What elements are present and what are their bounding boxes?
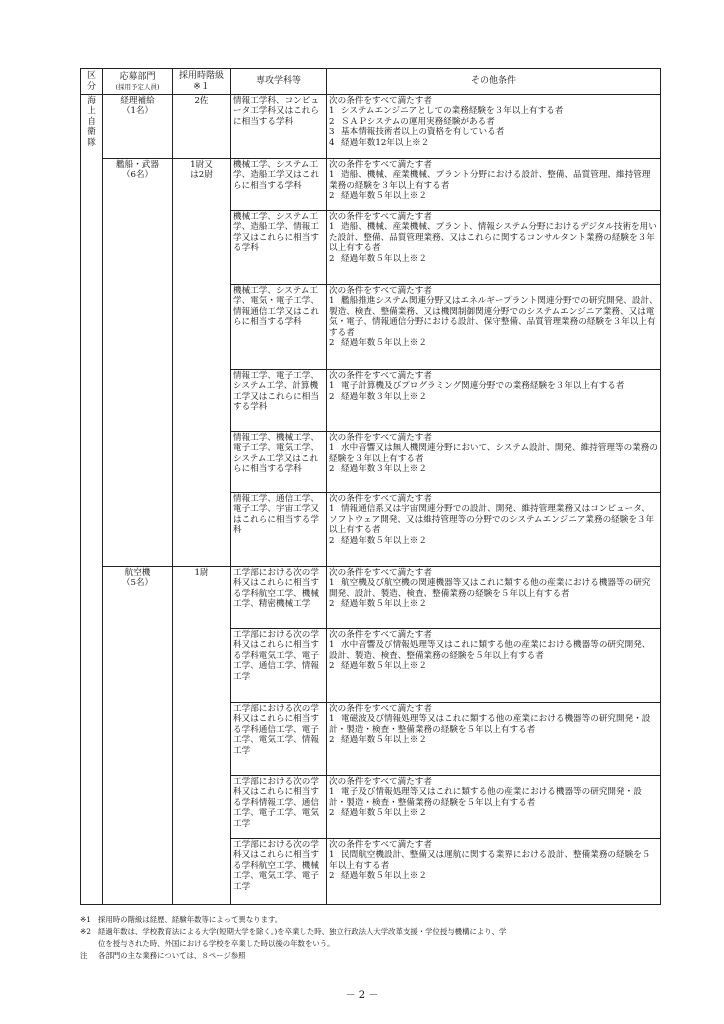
condition-line [329,704,658,714]
footnote-mark: 注 [80,951,88,960]
condition-line [329,661,658,671]
condition-text: 造船、機械、産業機械、プラント分野における設計、整備、品質管理、維持管理業務の経験を３年以上有する者 [329,170,651,191]
condition-line [329,787,658,808]
condition-line [329,840,658,850]
cond-cell [327,493,661,567]
condition-number: 1 [329,222,335,233]
dept-kansen-count: （6名） [121,170,154,181]
condition-text: 基本情報技術者以上の資格を有している者 [341,127,505,138]
cond-cell [327,567,661,629]
condition-line [329,599,658,609]
condition-number: 2 [329,338,335,349]
table-row [81,95,661,159]
condition-line [329,871,658,881]
condition-text: 次の条件をすべて満たす者 [329,96,432,106]
major-cell: 工学部における次の学科又はこれらに相当する学科電気工学、電子工学、通信工学、情報工学 [231,629,327,703]
cond-cell [327,703,661,776]
condition-line [329,96,658,106]
condition-text: 水中音響及び情報処理等又はこれに類する他の産業における機器等の研究開発、設計、製造、検査、整備業務の経験を５年以上有する者 [329,640,651,661]
footnote-text: 採用時の階級は経歴、経験年数等によって異なります。 [98,915,283,924]
condition-text: 経過年数５年以上※２ [341,535,427,546]
condition-number: 2 [329,661,335,672]
dept-kokuki [103,567,173,905]
condition-number: 2 [329,464,335,475]
dept-kansen [103,159,173,567]
condition-line [329,464,658,474]
cond-cell [327,839,661,905]
condition-line [329,568,658,578]
header-rank-sub: ※１ [193,81,210,92]
major-cell: 工学部における次の学科又はこれらに相当する学科情報工学、通信工学、電子工学、電気工学 [231,776,327,839]
dept-kokuki-name: 航空機 [124,568,151,578]
condition-text: 次の条件をすべて満たす者 [329,568,432,578]
condition-number: 1 [329,850,335,861]
cond-cell [327,629,661,703]
recruitment-conditions-table [80,68,661,905]
condition-line [329,117,658,127]
condition-number: 1 [329,170,335,181]
cond-cell [327,211,661,285]
major-cell: 情報工学、機械工学、電子工学、電気工学、システム工学又はこれらに相当する学科 [231,432,327,493]
major-cell: 機械工学、システム工学、電気・電子工学、情報通信工学又はこれらに相当する学科 [231,285,327,370]
condition-text: 経過年数12年以上※２ [341,137,430,148]
condition-number: 2 [329,808,335,819]
condition-text: 次の条件をすべて満たす者 [329,212,432,222]
condition-text: 次の条件をすべて満たす者 [329,704,432,714]
kubun-value: 海上自衛隊 [87,96,96,148]
condition-number: 1 [329,578,335,589]
table-row [81,159,661,211]
condition-text: 経過年数５年以上※２ [341,253,427,264]
header-major: 専攻学科等 [231,69,327,95]
condition-number: 1 [329,296,335,307]
header-dept [103,69,173,95]
condition-line [329,191,658,201]
condition-line [329,381,658,391]
condition-line [329,640,658,661]
condition-text: 次の条件をすべて満たす者 [329,371,432,381]
condition-text: 電磁波及び情報処理等又はこれに類する他の産業における機器等の研究開発・設計・製造・検査・整備業務の経験を５年以上有する者 [329,714,651,735]
condition-text: 経過年数５年以上※２ [341,661,427,672]
condition-number: 3 [329,127,335,138]
cond-cell [327,285,661,370]
dept-keiri-name: 経理補給 [120,96,155,106]
footnote [80,950,670,962]
table-header-row [81,69,661,95]
condition-line [329,392,658,402]
condition-text: 経過年数５年以上※２ [341,871,427,882]
condition-line [329,338,658,348]
condition-line [329,371,658,381]
condition-line [329,106,658,116]
condition-text: 電子計算機及びプログラミング関連分野での業務経験を３年以上有する者 [341,381,625,392]
condition-text: 経過年数５年以上※２ [341,735,427,746]
major-cell: 機械工学、システム工学、造船工学、情報工学又はこれらに相当する学科 [231,211,327,285]
header-dept-sub: (採用予定人員) [115,82,160,91]
footnote-text: 経過年数は、学校教育法による大学(短期大学を除く。)を卒業した時、独立行政法人大学改革支援・学位授与機構により、学 [98,927,507,936]
condition-number: 1 [329,381,335,392]
condition-number: 1 [329,787,335,798]
footnote-mark: ※1 [80,915,91,924]
condition-line [329,443,658,464]
condition-text: 次の条件をすべて満たす者 [329,286,432,296]
condition-text: 次の条件をすべて満たす者 [329,777,432,787]
header-cond: その他条件 [327,69,661,95]
rank-kokuki: 1尉 [173,567,231,905]
footnote-continuation: 位を授与された時、外国における学校を卒業した時以後の年数をいう。 [98,939,335,948]
condition-text: 次の条件をすべて満たす者 [329,433,432,443]
condition-text: 次の条件をすべて満たす者 [329,494,432,504]
rank-keiri: 2佐 [173,95,231,159]
major-cell: 工学部における次の学科又はこれらに相当する学科航空工学、機械工学、精密機械工学 [231,567,327,629]
condition-text: 次の条件をすべて満たす者 [329,840,432,850]
footnote-mark: ※2 [80,927,91,936]
condition-number: 2 [329,871,335,882]
header-dept-label: 応募部門 [119,72,156,83]
cond-cell [327,776,661,839]
condition-line [329,296,658,338]
cond-cell [327,370,661,432]
condition-number: 2 [329,116,335,127]
major-cell: 情報工学科、コンピュータ工学科又はこれらに相当する学科 [231,95,327,159]
condition-text: 造船、機械、産業機械、プラント、情報システム分野におけるデジタル技術を用いた設計、整備、品質管理業務、又はこれらに関するコンサルタント業務の経験を３年以上有する者 [329,222,657,254]
condition-line [329,630,658,640]
major-cell: 情報工学、電子工学、システム工学、計算機工学又はこれらに相当する学科 [231,370,327,432]
condition-text: 経過年数３年以上※２ [341,464,427,475]
cond-cell [327,95,661,159]
condition-line [329,286,658,296]
cond-cell [327,159,661,211]
rank-kansen [173,159,231,567]
condition-text: 次の条件をすべて満たす者 [329,630,432,640]
page-number: － 2 － [345,990,379,1001]
condition-line [329,850,658,871]
condition-text: 経過年数３年以上※２ [341,391,427,402]
condition-number: 2 [329,735,335,746]
condition-number: 2 [329,253,335,264]
condition-text: システムエンジニアとしての業務経験を３年以上有する者 [341,106,564,117]
condition-number: 2 [329,191,335,202]
condition-number: 1 [329,106,335,117]
dept-keiri-count: （1名） [121,106,154,117]
condition-text: 艦船推進システム関連分野又はエネルギープラント関連分野での研究開発、設計、製造、検査、整備業務、又は機関制御関連分野でのシステムエンジニア業務、又は電気・電子、情報通信分野における設計、保守整備、品質管理業務の経験を３年以上有する者 [329,296,658,338]
footnote [80,926,670,950]
condition-text: 電子及び情報処理等又はこれに類する他の産業における機器等の研究開発・設計・製造・検査・整備業務の経験を５年以上有する者 [329,787,642,808]
condition-text: ＳＡＰシステムの運用実務経験がある者 [341,116,495,127]
dept-keiri [103,95,173,159]
header-kubun: 区分 [81,69,103,95]
condition-number: 4 [329,137,335,148]
footnote [80,914,670,926]
condition-line [329,504,658,535]
condition-line [329,254,658,264]
major-cell: 情報工学、通信工学、電子工学、宇宙工学又はこれらに相当する学科 [231,493,327,567]
condition-text: 水中音響又は無人機関連分野において、システム設計、開発、維持管理等の業務の経験を３年以上有する者 [329,443,658,464]
footnote-text: 各部門の主な業務については、８ページ参照 [98,951,246,960]
condition-line [329,212,658,222]
condition-number: 2 [329,599,335,610]
condition-line [329,714,658,735]
condition-number: 2 [329,535,335,546]
major-cell: 機械工学、システム工学、造船工学又はこれらに相当する学科 [231,159,327,211]
condition-line [329,433,658,443]
rank-kansen-value: 1尉又は2尉 [190,160,213,181]
dept-kokuki-count: （5名） [121,578,154,589]
condition-number: 1 [329,714,335,725]
condition-text: 航空機及び航空機の関連機器等又はこれに類する他の産業における機器等の研究開発、設計、製造、検査、整備業務の経験を５年以上有する者 [329,578,651,599]
condition-line [329,536,658,546]
table-row [81,567,661,629]
condition-text: 経過年数５年以上※２ [341,338,427,349]
condition-line [329,138,658,148]
condition-text: 民間航空機設計、整備又は運航に関する業界における設計、整備業務の経験を５年以上有する者 [329,850,651,871]
cond-cell [327,432,661,493]
condition-number: 1 [329,640,335,651]
condition-line [329,808,658,818]
major-cell: 工学部における次の学科又はこれらに相当する学科通信工学、電子工学、電気工学、情報工学 [231,703,327,776]
condition-line [329,127,658,137]
condition-line [329,494,658,504]
condition-text: 経過年数５年以上※２ [341,599,427,610]
condition-text: 情報通信系又は宇宙関連分野での設計、開発、維持管理業務又はコンピュータ、ソフトウェア開発、又は維持管理等の分野でのシステムエンジニア業務の経験を３年以上有する者 [329,504,655,536]
condition-text: 経過年数５年以上※２ [341,808,427,819]
condition-line [329,735,658,745]
condition-number: 2 [329,391,335,402]
footnotes [80,914,670,962]
condition-text: 経過年数５年以上※２ [341,191,427,202]
condition-line [329,222,658,253]
condition-line [329,578,658,599]
condition-line [329,160,658,170]
condition-number: 1 [329,443,335,454]
condition-number: 1 [329,504,335,515]
header-rank-label: 採用時階級 [178,71,224,82]
condition-line [329,777,658,787]
kubun-cell [81,95,103,905]
condition-text: 次の条件をすべて満たす者 [329,160,432,170]
header-rank [173,69,231,95]
major-cell: 工学部における次の学科又はこれらに相当する学科航空工学、機械工学、電気工学、電子工学 [231,839,327,905]
dept-kansen-name: 艦船・武器 [116,160,159,170]
condition-line [329,170,658,191]
